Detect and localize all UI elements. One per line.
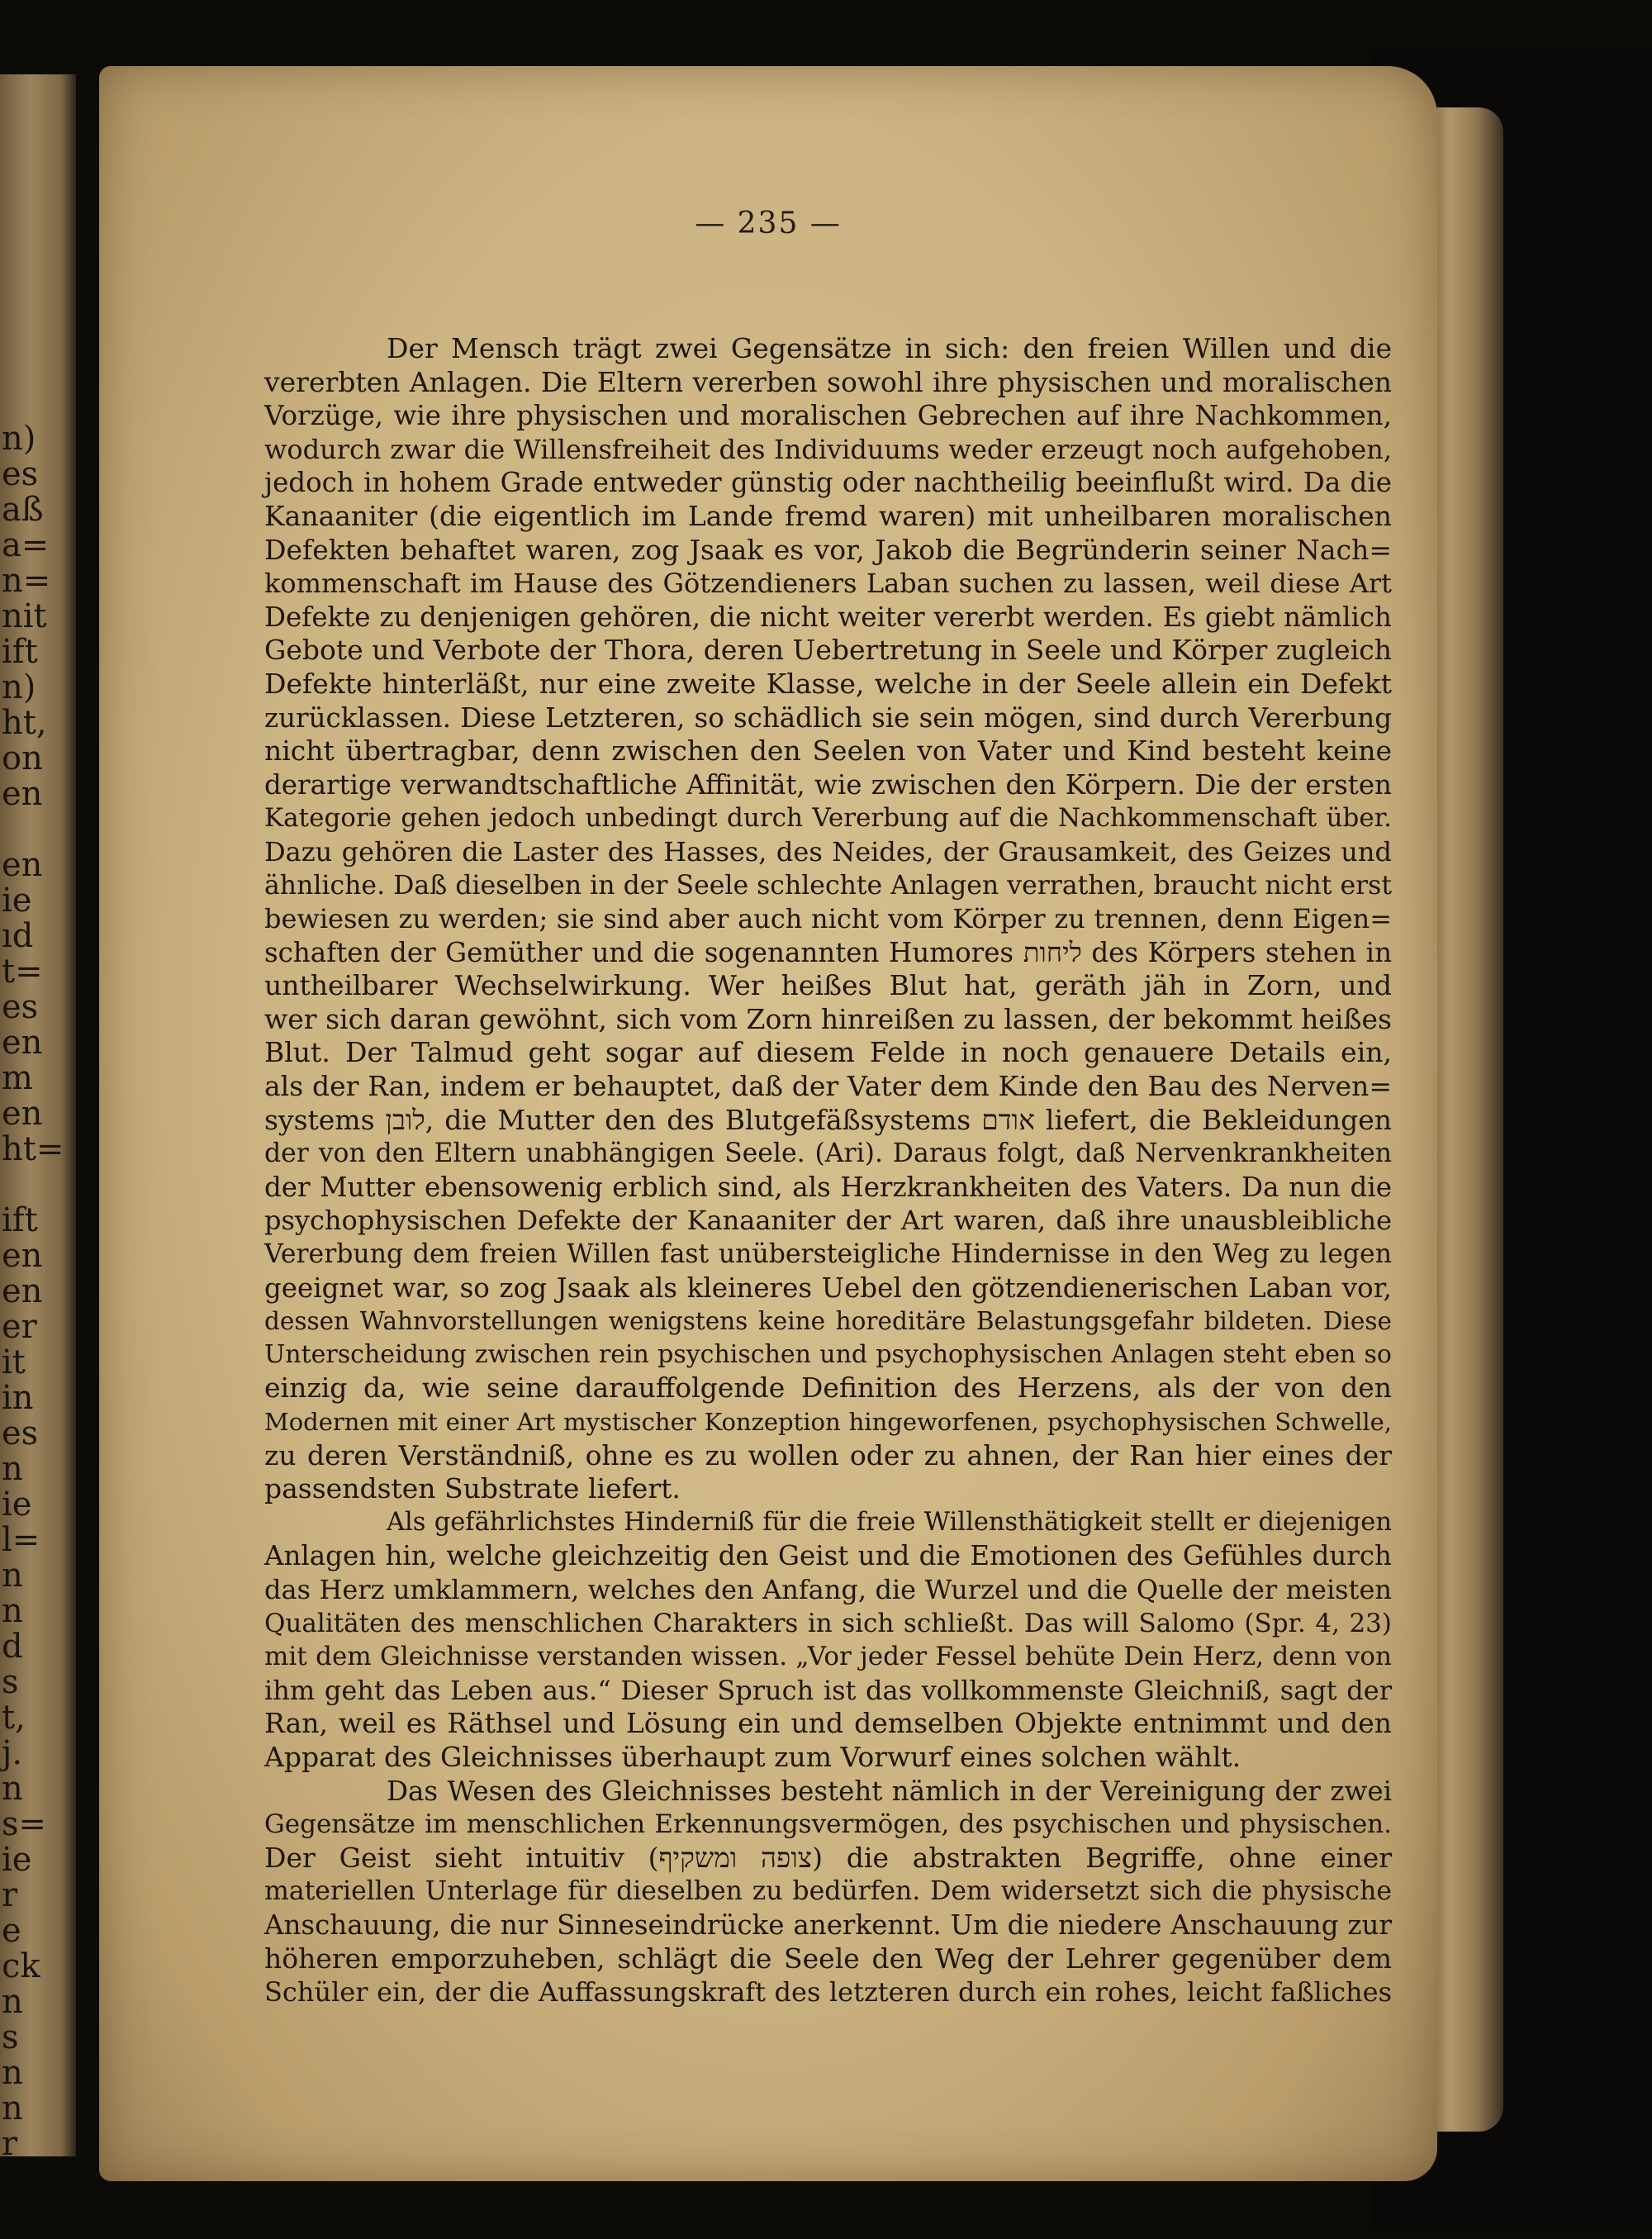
facing-page-fragment: n: [2, 2089, 23, 2127]
text-line: Dazu gehören die Laster des Hasses, des Neides, der Grausamkeit, des Geizes und: [264, 835, 1392, 868]
book-page: [99, 66, 1437, 2181]
text-line: Gebote und Verbote der Thora, deren Uebertretung in Seele und Körper zugleich: [264, 634, 1392, 667]
facing-page-fragment: n=: [2, 562, 51, 600]
text-line: bewiesen zu werden; sie sind aber auch nicht vom Körper zu trennen, denn Eigen=: [264, 903, 1392, 935]
text-line: als der Ran, indem er behauptet, daß der Vater dem Kinde den Bau des Nerven=: [264, 1070, 1392, 1103]
facing-page-fragment: ıd: [2, 917, 34, 955]
facing-page-fragment: e: [2, 1912, 21, 1950]
facing-page-fragment: ie: [2, 882, 32, 920]
text-line: ähnliche. Daß dieselben in der Seele schlechte Anlagen verrathen, braucht nicht erst: [264, 870, 1392, 901]
text-line: geeignet war, so zog Jsaak als kleineres Uebel den götzendienerischen Laban vor,: [264, 1272, 1392, 1304]
facing-page-fragment: ie: [2, 1841, 32, 1879]
text-line: einzig da, wie seine darauffolgende Definition des Herzens, als der von den: [264, 1371, 1392, 1405]
facing-page-fragment: n: [2, 1557, 23, 1595]
facing-page-edge: [0, 74, 76, 2163]
facing-page-fragment: [2, 812, 71, 848]
text-line: schaften der Gemüther und die sogenannten Humores ליחות des Körpers stehen in: [264, 936, 1393, 968]
text-line: mit dem Gleichnisse verstanden wissen. „Vor jeder Fessel behüte Dein Herz, denn von: [264, 1642, 1392, 1672]
text-line: Schüler ein, der die Auffassungskraft des letzteren durch ein rohes, leicht faßliches: [264, 1976, 1392, 2008]
text-line: Vererbung dem freien Willen fast unübersteigliche Hindernisse in den Weg zu legen: [264, 1239, 1392, 1270]
body-text: [264, 332, 1392, 2009]
facing-page-fragment: l=: [2, 1521, 40, 1559]
facing-page-fragment: r: [2, 1876, 18, 1914]
text-line: Qualitäten des menschlichen Charakters in sich schließt. Das will Salomo (Spr. 4, 23): [264, 1608, 1392, 1638]
text-line: Anschauung, die nur Sinneseindrücke anerkennt. Um die niedere Anschauung zur: [264, 1909, 1392, 1941]
text-line: untheilbarer Wechselwirkung. Wer heißes Blut hat, geräth jäh in Zorn, und: [264, 969, 1392, 1002]
text-line: höheren emporzuheben, schlägt die Seele den Weg der Lehrer gegenüber dem: [264, 1942, 1392, 1975]
text-line: Modernen mit einer Art mystischer Konzeption hingeworfenen, psychophysischen Schwelle,: [264, 1408, 1392, 1436]
text-line: nicht übertragbar, denn zwischen den Seelen von Vater und Kind besteht keine: [264, 734, 1392, 768]
facing-page-fragment: s=: [2, 1805, 47, 1843]
facing-page-fragment: aß: [2, 491, 44, 529]
text-line: Unterscheidung zwischen rein psychischen und psychophysischen Anlagen steht eben so: [264, 1339, 1392, 1369]
facing-page-fragment: r: [2, 2125, 18, 2163]
text-line: Defekte hinterläßt, nur eine zweite Klasse, welche in der Seele allein ein Defekt: [264, 667, 1392, 700]
facing-page-fragment: n: [2, 1592, 23, 1630]
text-line: kommenschaft im Hause des Götzendieners Laban suchen zu lassen, weil diese Art: [264, 568, 1392, 600]
text-line: der von den Eltern unabhängigen Seele. (Ari). Daraus folgt, daß Nervenkrankheiten: [264, 1139, 1392, 1169]
facing-page-fragment: s: [2, 2018, 19, 2056]
text-line: Der Mensch trägt zwei Gegensätze in sich: den freien Willen und die: [387, 332, 1392, 364]
facing-page-fragment: on: [2, 739, 43, 777]
page-stack-edge: [1427, 107, 1503, 2132]
facing-page-fragment: en: [2, 1272, 43, 1310]
text-line: zu deren Verständniß, ohne es zu wollen oder zu ahnen, der Ran hier eines der: [264, 1438, 1392, 1471]
text-line: derartige verwandtschaftliche Affinität, wie zwischen den Körpern. Die der ersten: [264, 768, 1392, 801]
facing-page-fragment: a=: [2, 526, 50, 564]
facing-page-fragment: en: [2, 1024, 43, 1062]
text-line: Vorzüge, wie ihre physischen und moralischen Gebrechen auf ihre Nachkommen,: [264, 400, 1392, 432]
facing-page-fragment: it: [2, 1343, 26, 1381]
text-line: Defekte zu denjenigen gehören, die nicht weiter vererbt werden. Es giebt nämlich: [264, 601, 1392, 633]
facing-page-fragment: en: [2, 1237, 43, 1275]
facing-page-fragment: es: [2, 455, 39, 493]
facing-page-fragment: en: [2, 1095, 43, 1133]
facing-page-fragment: n: [2, 1983, 23, 2021]
text-line: zurücklassen. Diese Letzteren, so schädlich sie sein mögen, sind durch Vererbung: [264, 701, 1392, 734]
text-line: Das Wesen des Gleichnisses besteht nämlich in der Vereinigung der zwei: [387, 1775, 1392, 1807]
facing-page-fragment: es: [2, 1414, 39, 1452]
facing-page-fragment: ie: [2, 1486, 32, 1524]
text-line: ihm geht das Leben aus.“ Dieser Spruch ist das vollkommenste Gleichniß, sagt der: [264, 1674, 1392, 1706]
text-line: materiellen Unterlage für dieselben zu bedürfen. Dem widersetzt sich die physische: [264, 1876, 1392, 1907]
facing-page-fragment: n: [2, 1770, 23, 1808]
facing-page-fragment: [2, 1167, 71, 1203]
text-line: wer sich daran gewöhnt, sich vom Zorn hinreißen zu lassen, der bekommt heißes: [264, 1002, 1392, 1035]
facing-page-fragment: ht=: [2, 1130, 64, 1168]
facing-page-fragment: n): [2, 668, 36, 706]
text-line: Blut. Der Talmud geht sogar auf diesem Felde in noch genauere Details ein,: [264, 1036, 1392, 1069]
facing-page-fragment: in: [2, 1379, 34, 1417]
text-line: Gegensätze im menschlichen Erkennungsvermögen, des psychischen und physischen.: [264, 1809, 1392, 1840]
text-line: der Mutter ebensowenig erblich sind, als Herzkrankheiten des Vaters. Da nun die: [264, 1171, 1392, 1203]
text-line: Der Geist sieht intuitiv (צופה ומשקיף) die abstrakten Begriffe, ohne einer: [264, 1841, 1392, 1874]
facing-page-fragment: j.: [2, 1734, 23, 1772]
facing-page-fragment: en: [2, 775, 43, 813]
text-line: vererbten Anlagen. Die Eltern vererben sowohl ihre physischen und moralischen: [264, 365, 1392, 398]
text-line: dessen Wahnvorstellungen wenigstens keine horeditäre Belastungsgefahr bildeten. Diese: [264, 1307, 1392, 1336]
page-number: — 235 —: [695, 207, 842, 240]
text-line: systems לובן, die Mutter den des Blutgefäßsystems אודם liefert, die Bekleidungen: [264, 1103, 1392, 1136]
facing-page-fragment: es: [2, 988, 39, 1026]
facing-page-fragment: n: [2, 1450, 23, 1488]
text-line: passendsten Substrate liefert.: [264, 1472, 681, 1505]
text-line: Als gefährlichstes Hinderniß für die freie Willensthätigkeit stellt er diejenigen: [387, 1507, 1392, 1537]
text-line: Defekten behaftet waren, zog Jsaak es vor, Jakob die Begründerin seiner Nach=: [264, 533, 1392, 566]
facing-page-fragment: n): [2, 420, 36, 458]
facing-page-fragment: ht,: [2, 704, 47, 742]
text-line: jedoch in hohem Grade entweder günstig oder nachtheilig beeinflußt wird. Da die: [264, 467, 1392, 499]
text-line: Kategorie gehen jedoch unbedingt durch Vererbung auf die Nachkommenschaft über.: [264, 803, 1392, 834]
facing-page-fragment: t,: [2, 1699, 26, 1737]
facing-page-fragment: n: [2, 2054, 23, 2092]
text-line: wodurch zwar die Willensfreiheit des Individuums weder erzeugt noch aufgehoben,: [264, 433, 1392, 465]
facing-page-text-fragments: [2, 421, 71, 2162]
facing-page-fragment: s: [2, 1663, 19, 1701]
facing-page-fragment: ift: [2, 1201, 38, 1239]
text-line: Kanaaniter (die eigentlich im Lande fremd waren) mit unheilbaren moralischen: [264, 499, 1392, 532]
facing-page-fragment: en: [2, 846, 43, 884]
facing-page-fragment: d: [2, 1628, 23, 1666]
text-line: Anlagen hin, welche gleichzeitig den Geist und die Emotionen des Gefühles durch: [264, 1540, 1392, 1572]
facing-page-fragment: t=: [2, 953, 43, 991]
facing-page-fragment: ck: [2, 1947, 40, 1985]
text-line: Apparat des Gleichnisses überhaupt zum Vorwurf eines solchen wählt.: [264, 1740, 1241, 1773]
facing-page-fragment: nit: [2, 597, 47, 635]
text-line: das Herz umklammern, welches den Anfang, die Wurzel und die Quelle der meisten: [264, 1573, 1392, 1605]
facing-page-fragment: ift: [2, 633, 38, 671]
facing-page-fragment: er: [2, 1308, 37, 1346]
text-line: psychophysischen Defekte der Kanaaniter der Art waren, daß ihre unausbleibliche: [264, 1205, 1392, 1237]
facing-page-fragment: m: [2, 1059, 33, 1097]
text-line: Ran, weil es Räthsel und Lösung ein und demselben Objekte entnimmt und den: [264, 1707, 1392, 1740]
